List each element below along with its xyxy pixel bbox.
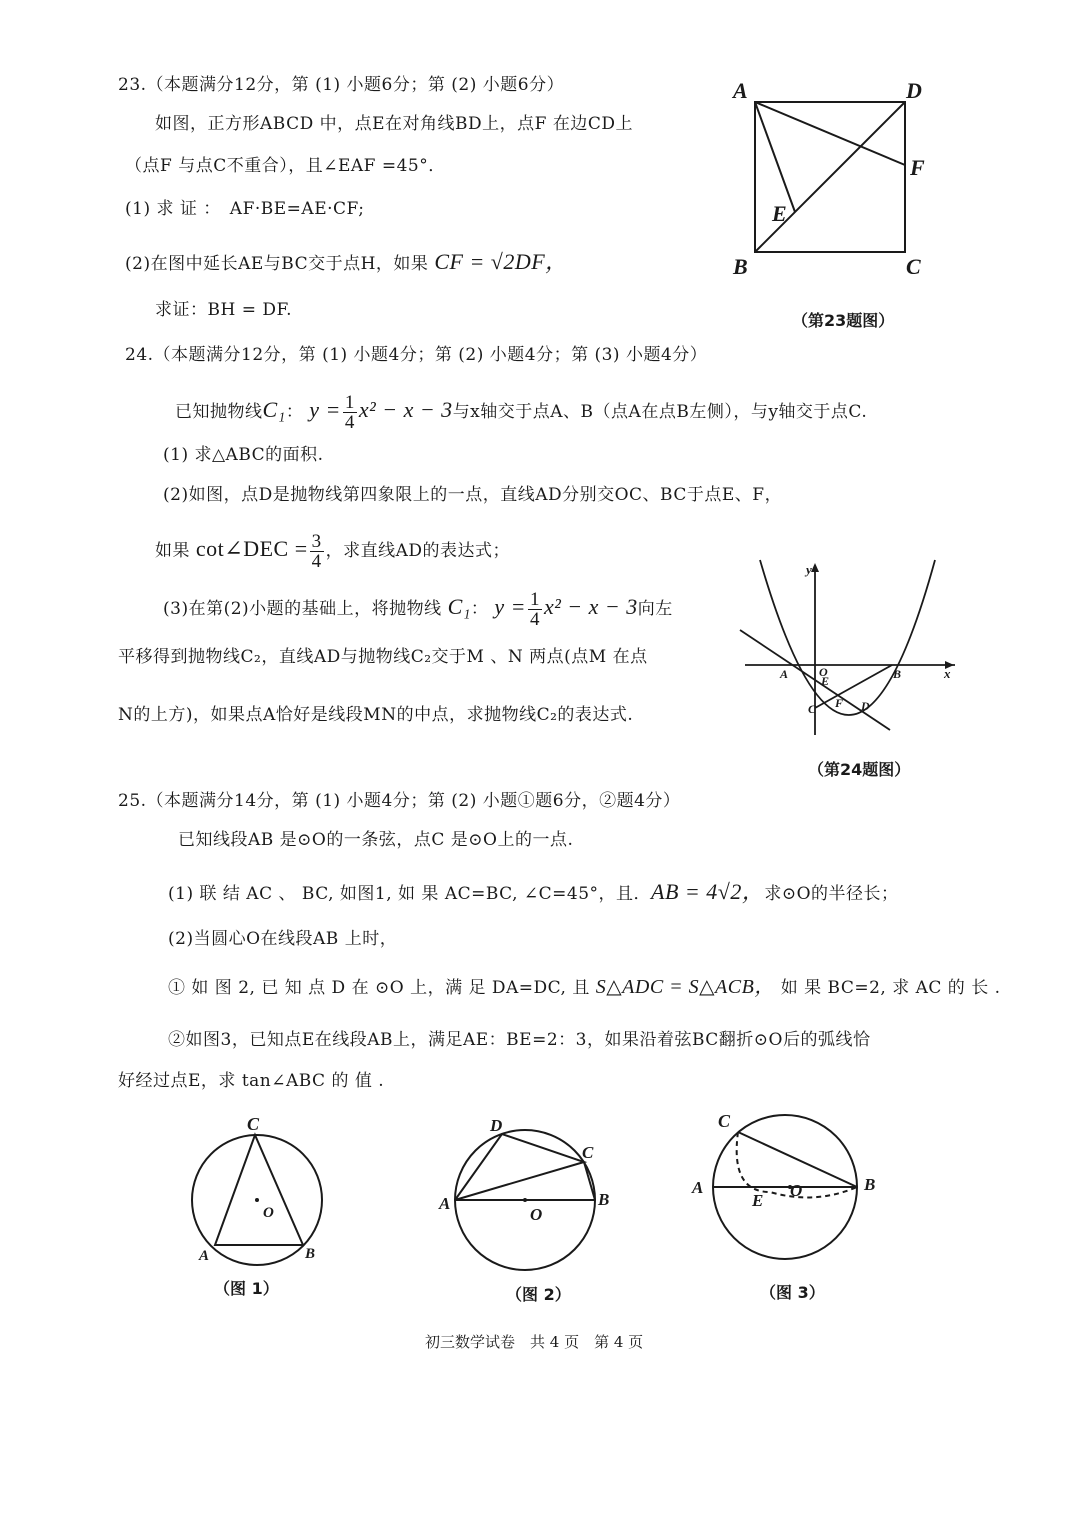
label-c: C <box>718 1111 731 1131</box>
q25-part2-1-prefix: ① 如 图 2, 已 知 点 D 在 ⊙O 上，满 足 DA=DC, 且 <box>168 978 590 998</box>
triangle-abc <box>215 1135 303 1245</box>
q24-figure-caption: （第24题图） <box>808 760 911 779</box>
q24-part1: (1) 求△ABC的面积. <box>163 445 324 465</box>
q25-part2-1 <box>168 975 1001 1000</box>
label-e: E <box>772 201 787 226</box>
q24-cot-fraction: $\frac{3}{4}$ <box>311 531 322 572</box>
label-b: B <box>305 1246 316 1262</box>
q24-part3-suffix: 向左 <box>637 599 673 619</box>
label-c: C <box>247 1114 260 1134</box>
label-e: E <box>821 674 830 688</box>
label-d: D <box>861 699 870 713</box>
q24-line1-prefix: 已知抛物线 <box>175 402 263 422</box>
q24-figure <box>740 560 960 750</box>
label-b: B <box>733 254 748 279</box>
segment-af <box>755 102 905 165</box>
q24-cot-text: cot∠DEC = <box>195 536 308 561</box>
q23-figure-caption: （第23题图） <box>792 311 895 330</box>
q25-part1-suffix: 求⊙O的半径长； <box>764 884 899 904</box>
label-b: B <box>864 1175 876 1194</box>
q24-eq-y: y = <box>309 397 341 422</box>
q25-part2-1-suffix: 如 果 BC=2, 求 AC 的 长 . <box>780 978 1001 998</box>
label-o: O <box>530 1205 543 1224</box>
q25-part1-math: AB = 4√2， <box>651 879 765 904</box>
label-o: O <box>263 1205 274 1221</box>
label-b: B <box>598 1190 610 1209</box>
q24-part3-eq-rest: x² − x − 3 <box>543 594 638 619</box>
q23-line1: 如图，正方形ABCD 中，点E在对角线BD上，点F 在边CD上 <box>155 114 633 134</box>
label-o: O <box>790 1181 803 1200</box>
label-c: C <box>906 254 921 279</box>
q24-part3-fraction: $\frac{1}{4}$ <box>529 589 540 630</box>
q25-fig1-caption: （图 1） <box>214 1279 279 1298</box>
q24-part3-curve: C₁ <box>447 594 471 619</box>
q25-part1-prefix: (1) 联 结 AC 、 BC, 如图1, 如 果 AC=BC, ∠C=45°，且． <box>168 884 652 904</box>
label-x: x <box>944 666 951 681</box>
q23-line2: （点F 与点C不重合），且∠EAF =45°． <box>125 156 446 176</box>
q24-part2-prefix: 如果 <box>155 541 190 561</box>
q23-part2-prefix: (2)在图中延长AE与BC交于点H，如果 <box>125 254 429 274</box>
q24-part2-suffix: ，求直线AD的表达式； <box>325 541 511 561</box>
q24-part3-line2: 平移得到抛物线C₂，直线AD与抛物线C₂交于M 、N 两点(点M 在点 <box>118 647 648 667</box>
y-axis-arrow <box>811 563 819 572</box>
q25-part2-2-line2: 好经过点E，求 tan∠ABC 的 值 . <box>118 1071 385 1091</box>
q25-header: 25.（本题满分14分，第 (1) 小题4分；第 (2) 小题①题6分，②题4分） <box>118 791 681 811</box>
triangle-adc <box>455 1134 584 1200</box>
q23-part2 <box>125 250 568 276</box>
label-f: F <box>835 696 844 710</box>
q24-eq-fraction: $\frac{1}{4}$ <box>344 392 355 433</box>
center-point <box>255 1198 259 1202</box>
q25-figure-3 <box>690 1110 900 1280</box>
label-y: y <box>806 562 812 577</box>
label-d: D <box>490 1116 503 1135</box>
label-a: A <box>733 78 748 103</box>
label-a: A <box>692 1178 704 1197</box>
parabola-c1 <box>760 560 935 715</box>
label-d: D <box>906 78 922 103</box>
label-b: B <box>893 667 902 681</box>
q24-part2-line2 <box>155 532 510 571</box>
q25-part1 <box>168 880 899 906</box>
q25-line1: 已知线段AB 是⊙O的一条弦，点C 是⊙O上的一点. <box>178 830 574 850</box>
q24-part3-eq-y: y = <box>494 594 526 619</box>
q23-part2-math: CF = √2DF， <box>434 249 568 274</box>
label-a: A <box>780 667 789 681</box>
segment-ae <box>755 102 795 212</box>
q24-part2-line1: (2)如图，点D是抛物线第四象限上的一点，直线AD分别交OC、BC于点E、F， <box>163 485 783 505</box>
q23-part1: (1) 求 证 ： AF·BE=AE·CF; <box>125 199 365 219</box>
q24-part3-line3: N的上方)，如果点A恰好是线段MN的中点，求抛物线C₂的表达式. <box>118 705 634 725</box>
label-f: F <box>910 155 925 180</box>
q25-figure-2 <box>435 1115 635 1285</box>
q24-curve-name: C₁ <box>262 397 286 422</box>
q23-figure <box>725 80 965 280</box>
q23-part2-conclusion: 求证：BH = DF. <box>155 300 293 320</box>
label-o: O <box>819 665 828 679</box>
q23-header: 23.（本题满分12分，第 (1) 小题6分；第 (2) 小题6分） <box>118 75 565 95</box>
q25-fig3-caption: （图 3） <box>760 1283 825 1302</box>
q25-figure-1 <box>185 1110 355 1270</box>
q25-part2-2-line1: ②如图3，已知点E在线段AB上，满足AE：BE=2：3，如果沿着弦BC翻折⊙O后的弧线恰 <box>168 1030 871 1050</box>
q25-fig2-caption: （图 2） <box>506 1285 571 1304</box>
q24-line1-suffix: 与x轴交于点A、B（点A在点B左侧），与y轴交于点C. <box>452 402 868 422</box>
label-a: A <box>199 1248 210 1264</box>
center-point <box>523 1198 527 1202</box>
page-footer: 初三数学试卷 共 4 页 第 4 页 <box>425 1333 644 1351</box>
label-e: E <box>752 1191 764 1210</box>
label-c: C <box>582 1143 594 1162</box>
q24-eq-rest: x² − x − 3 <box>358 397 453 422</box>
q24-header: 24.（本题满分12分，第 (1) 小题4分；第 (2) 小题4分；第 (3) 小题4分） <box>125 345 708 365</box>
q24-part3-line1: (3)在第(2)小题的基础上，将抛物线 C₁： y = $\frac{1}{4}$ x² − x − 3向左 <box>163 589 673 630</box>
label-c: C <box>808 702 817 716</box>
q25-part2-1-math: S△ADC = S△ACB， <box>595 976 775 998</box>
diagonal-bd <box>755 102 905 252</box>
label-a: A <box>439 1194 451 1213</box>
q24-part3-prefix: (3)在第(2)小题的基础上，将抛物线 <box>163 599 442 619</box>
q25-part2: (2)当圆心O在线段AB 上时， <box>168 929 398 949</box>
q24-line1: 已知抛物线C₁： y = $\frac{1}{4}$ x² − x − 3与x轴交于点A、B（点A在点B左侧），与y轴交于点C. <box>175 392 868 433</box>
